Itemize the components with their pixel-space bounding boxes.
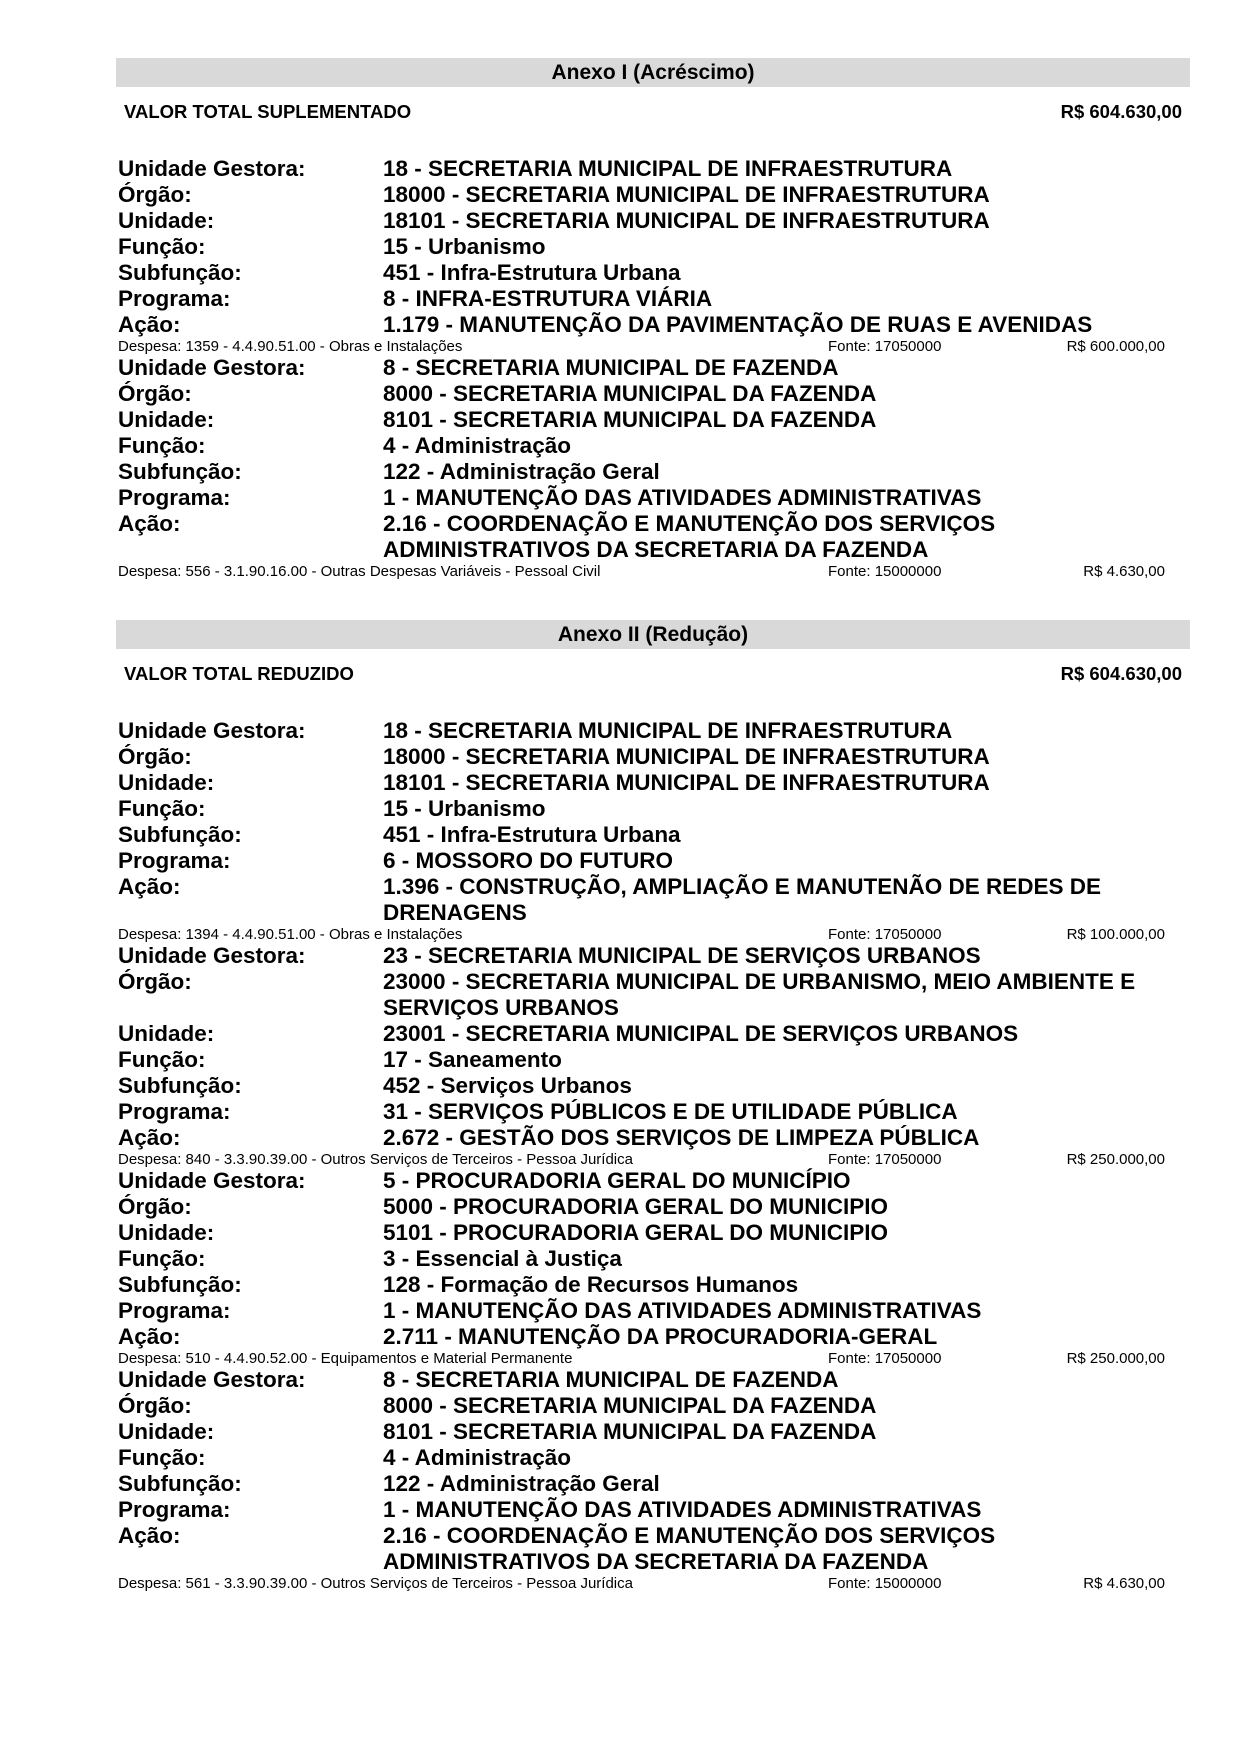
field-row <box>116 848 1190 874</box>
budget-entry <box>116 718 1190 943</box>
field-value: 128 - Formação de Recursos Humanos <box>383 1272 799 1297</box>
field-label: Programa: <box>118 286 231 311</box>
field-value: 2.16 - COORDENAÇÃO E MANUTENÇÃO DOS SERVIÇOS ADMINISTRATIVOS DA SECRETARIA DA FAZENDA <box>383 1523 996 1574</box>
field-value: 5000 - PROCURADORIA GERAL DO MUNICIPIO <box>383 1194 889 1219</box>
field-label: Unidade Gestora: <box>118 1168 306 1193</box>
field-row <box>116 381 1190 407</box>
field-label: Programa: <box>118 485 231 510</box>
field-label: Órgão: <box>118 381 192 406</box>
field-row <box>116 874 1190 926</box>
field-row <box>116 1246 1190 1272</box>
field-label: Unidade Gestora: <box>118 1367 306 1392</box>
field-label: Unidade: <box>118 1419 215 1444</box>
field-value: 451 - Infra-Estrutura Urbana <box>383 260 681 285</box>
field-value: 23 - SECRETARIA MUNICIPAL DE SERVIÇOS URBANOS <box>383 943 981 968</box>
annex-section <box>116 58 1190 580</box>
field-value: 23000 - SECRETARIA MUNICIPAL DE URBANISMO, MEIO AMBIENTE E SERVIÇOS URBANOS <box>383 969 1136 1020</box>
despesa-fonte: Fonte: 17050000 <box>828 1151 942 1168</box>
field-value: 15 - Urbanismo <box>383 234 546 259</box>
field-row <box>116 718 1190 744</box>
field-label: Programa: <box>118 1497 231 1522</box>
field-row <box>116 260 1190 286</box>
despesa-row <box>116 1350 1190 1367</box>
field-value: 1 - MANUTENÇÃO DAS ATIVIDADES ADMINISTRATIVAS <box>383 1497 982 1522</box>
field-label: Programa: <box>118 1298 231 1323</box>
annex-title: Anexo II (Redução) <box>116 620 1190 649</box>
field-label: Ação: <box>118 312 181 337</box>
field-row <box>116 182 1190 208</box>
field-value: 31 - SERVIÇOS PÚBLICOS E DE UTILIDADE PÚBLICA <box>383 1099 958 1124</box>
field-label: Ação: <box>118 1523 181 1548</box>
despesa-row <box>116 563 1190 580</box>
despesa-description: Despesa: 561 - 3.3.90.39.00 - Outros Serviços de Terceiros - Pessoa Jurídica <box>118 1575 633 1592</box>
despesa-description: Despesa: 556 - 3.1.90.16.00 - Outras Despesas Variáveis - Pessoal Civil <box>118 563 601 580</box>
budget-entry <box>116 156 1190 355</box>
field-label: Função: <box>118 1445 206 1470</box>
field-value: 18101 - SECRETARIA MUNICIPAL DE INFRAESTRUTURA <box>383 770 990 795</box>
total-label: VALOR TOTAL REDUZIDO <box>124 663 354 684</box>
field-label: Unidade Gestora: <box>118 718 306 743</box>
field-value: 8 - SECRETARIA MUNICIPAL DE FAZENDA <box>383 1367 839 1392</box>
field-label: Unidade: <box>118 1220 215 1245</box>
despesa-amount: R$ 250.000,00 <box>1066 1151 1165 1168</box>
field-label: Subfunção: <box>118 822 242 847</box>
despesa-description: Despesa: 1394 - 4.4.90.51.00 - Obras e Instalações <box>118 926 463 943</box>
field-row <box>116 1194 1190 1220</box>
annex-title: Anexo I (Acréscimo) <box>116 58 1190 87</box>
field-row <box>116 1073 1190 1099</box>
field-value: 4 - Administração <box>383 1445 571 1470</box>
field-value: 2.672 - GESTÃO DOS SERVIÇOS DE LIMPEZA PÚBLICA <box>383 1125 980 1150</box>
field-value: 17 - Saneamento <box>383 1047 562 1072</box>
field-value: 1 - MANUTENÇÃO DAS ATIVIDADES ADMINISTRATIVAS <box>383 485 982 510</box>
field-label: Unidade Gestora: <box>118 943 306 968</box>
field-row <box>116 1021 1190 1047</box>
field-label: Órgão: <box>118 969 192 994</box>
field-value: 1.396 - CONSTRUÇÃO, AMPLIAÇÃO E MANUTENÃO DE REDES DE DRENAGENS <box>383 874 1101 925</box>
despesa-fonte: Fonte: 17050000 <box>828 1350 942 1367</box>
field-row <box>116 1099 1190 1125</box>
budget-entry <box>116 1168 1190 1367</box>
field-row <box>116 969 1190 1021</box>
field-row <box>116 796 1190 822</box>
field-label: Função: <box>118 1047 206 1072</box>
field-value: 1.179 - MANUTENÇÃO DA PAVIMENTAÇÃO DE RUAS E AVENIDAS <box>383 312 1093 337</box>
field-row <box>116 1523 1190 1575</box>
total-value: R$ 604.630,00 <box>1060 663 1182 684</box>
entries-list <box>116 156 1190 580</box>
despesa-amount: R$ 4.630,00 <box>1083 1575 1165 1592</box>
field-label: Unidade: <box>118 1021 215 1046</box>
despesa-amount: R$ 100.000,00 <box>1066 926 1165 943</box>
field-value: 8101 - SECRETARIA MUNICIPAL DA FAZENDA <box>383 1419 877 1444</box>
field-value: 8000 - SECRETARIA MUNICIPAL DA FAZENDA <box>383 381 877 406</box>
field-row <box>116 433 1190 459</box>
total-value: R$ 604.630,00 <box>1060 101 1182 122</box>
field-label: Ação: <box>118 1125 181 1150</box>
field-label: Subfunção: <box>118 260 242 285</box>
despesa-description: Despesa: 840 - 3.3.90.39.00 - Outros Serviços de Terceiros - Pessoa Jurídica <box>118 1151 633 1168</box>
field-label: Unidade Gestora: <box>118 355 306 380</box>
despesa-fonte: Fonte: 17050000 <box>828 926 942 943</box>
field-value: 3 - Essencial à Justiça <box>383 1246 622 1271</box>
field-value: 18 - SECRETARIA MUNICIPAL DE INFRAESTRUTURA <box>383 156 953 181</box>
field-row <box>116 1125 1190 1151</box>
field-label: Subfunção: <box>118 1073 242 1098</box>
total-row <box>116 663 1190 685</box>
field-row <box>116 234 1190 260</box>
field-row <box>116 1324 1190 1350</box>
document-page <box>116 58 1190 1592</box>
total-row <box>116 101 1190 123</box>
field-value: 5 - PROCURADORIA GERAL DO MUNICÍPIO <box>383 1168 851 1193</box>
field-label: Órgão: <box>118 182 192 207</box>
field-value: 18101 - SECRETARIA MUNICIPAL DE INFRAESTRUTURA <box>383 208 990 233</box>
field-row <box>116 511 1190 563</box>
despesa-row <box>116 1575 1190 1592</box>
field-label: Subfunção: <box>118 1471 242 1496</box>
field-value: 18000 - SECRETARIA MUNICIPAL DE INFRAESTRUTURA <box>383 182 990 207</box>
field-row <box>116 1497 1190 1523</box>
field-value: 2.711 - MANUTENÇÃO DA PROCURADORIA-GERAL <box>383 1324 938 1349</box>
field-row <box>116 770 1190 796</box>
field-row <box>116 744 1190 770</box>
despesa-amount: R$ 600.000,00 <box>1066 338 1165 355</box>
field-label: Subfunção: <box>118 1272 242 1297</box>
annex-section <box>116 620 1190 1592</box>
field-label: Programa: <box>118 848 231 873</box>
field-value: 8 - INFRA-ESTRUTURA VIÁRIA <box>383 286 713 311</box>
field-row <box>116 1419 1190 1445</box>
despesa-fonte: Fonte: 15000000 <box>828 563 942 580</box>
field-value: 122 - Administração Geral <box>383 459 660 484</box>
field-row <box>116 1298 1190 1324</box>
field-row <box>116 156 1190 182</box>
field-label: Unidade: <box>118 208 215 233</box>
despesa-fonte: Fonte: 17050000 <box>828 338 942 355</box>
total-label: VALOR TOTAL SUPLEMENTADO <box>124 101 412 122</box>
field-value: 1 - MANUTENÇÃO DAS ATIVIDADES ADMINISTRATIVAS <box>383 1298 982 1323</box>
field-label: Subfunção: <box>118 459 242 484</box>
field-value: 451 - Infra-Estrutura Urbana <box>383 822 681 847</box>
field-value: 452 - Serviços Urbanos <box>383 1073 632 1098</box>
budget-entry <box>116 1367 1190 1592</box>
field-value: 8101 - SECRETARIA MUNICIPAL DA FAZENDA <box>383 407 877 432</box>
field-label: Órgão: <box>118 1194 192 1219</box>
despesa-row <box>116 338 1190 355</box>
field-label: Ação: <box>118 511 181 536</box>
field-label: Unidade: <box>118 407 215 432</box>
field-label: Ação: <box>118 1324 181 1349</box>
field-value: 2.16 - COORDENAÇÃO E MANUTENÇÃO DOS SERVIÇOS ADMINISTRATIVOS DA SECRETARIA DA FAZENDA <box>383 511 996 562</box>
despesa-description: Despesa: 1359 - 4.4.90.51.00 - Obras e Instalações <box>118 338 463 355</box>
despesa-fonte: Fonte: 15000000 <box>828 1575 942 1592</box>
field-row <box>116 1272 1190 1298</box>
field-row <box>116 822 1190 848</box>
budget-entry <box>116 355 1190 580</box>
field-label: Unidade Gestora: <box>118 156 306 181</box>
field-value: 8000 - SECRETARIA MUNICIPAL DA FAZENDA <box>383 1393 877 1418</box>
despesa-amount: R$ 4.630,00 <box>1083 563 1165 580</box>
field-label: Unidade: <box>118 770 215 795</box>
field-value: 23001 - SECRETARIA MUNICIPAL DE SERVIÇOS URBANOS <box>383 1021 1019 1046</box>
field-label: Função: <box>118 234 206 259</box>
field-label: Função: <box>118 796 206 821</box>
entries-list <box>116 718 1190 1592</box>
despesa-amount: R$ 250.000,00 <box>1066 1350 1165 1367</box>
field-row <box>116 1367 1190 1393</box>
field-row <box>116 1220 1190 1246</box>
field-row <box>116 1445 1190 1471</box>
field-value: 8 - SECRETARIA MUNICIPAL DE FAZENDA <box>383 355 839 380</box>
field-row <box>116 1393 1190 1419</box>
field-label: Órgão: <box>118 1393 192 1418</box>
field-row <box>116 1168 1190 1194</box>
field-row <box>116 1471 1190 1497</box>
despesa-row <box>116 1151 1190 1168</box>
field-row <box>116 459 1190 485</box>
budget-entry <box>116 943 1190 1168</box>
field-value: 6 - MOSSORO DO FUTURO <box>383 848 674 873</box>
field-value: 4 - Administração <box>383 433 571 458</box>
field-row <box>116 355 1190 381</box>
field-label: Ação: <box>118 874 181 899</box>
despesa-description: Despesa: 510 - 4.4.90.52.00 - Equipamentos e Material Permanente <box>118 1350 573 1367</box>
field-row <box>116 943 1190 969</box>
field-label: Função: <box>118 433 206 458</box>
field-row <box>116 1047 1190 1073</box>
field-label: Órgão: <box>118 744 192 769</box>
despesa-row <box>116 926 1190 943</box>
field-row <box>116 407 1190 433</box>
field-value: 15 - Urbanismo <box>383 796 546 821</box>
field-value: 18 - SECRETARIA MUNICIPAL DE INFRAESTRUTURA <box>383 718 953 743</box>
field-row <box>116 208 1190 234</box>
field-row <box>116 312 1190 338</box>
field-value: 5101 - PROCURADORIA GERAL DO MUNICIPIO <box>383 1220 889 1245</box>
field-value: 18000 - SECRETARIA MUNICIPAL DE INFRAESTRUTURA <box>383 744 990 769</box>
field-value: 122 - Administração Geral <box>383 1471 660 1496</box>
field-label: Função: <box>118 1246 206 1271</box>
field-label: Programa: <box>118 1099 231 1124</box>
field-row <box>116 286 1190 312</box>
field-row <box>116 485 1190 511</box>
